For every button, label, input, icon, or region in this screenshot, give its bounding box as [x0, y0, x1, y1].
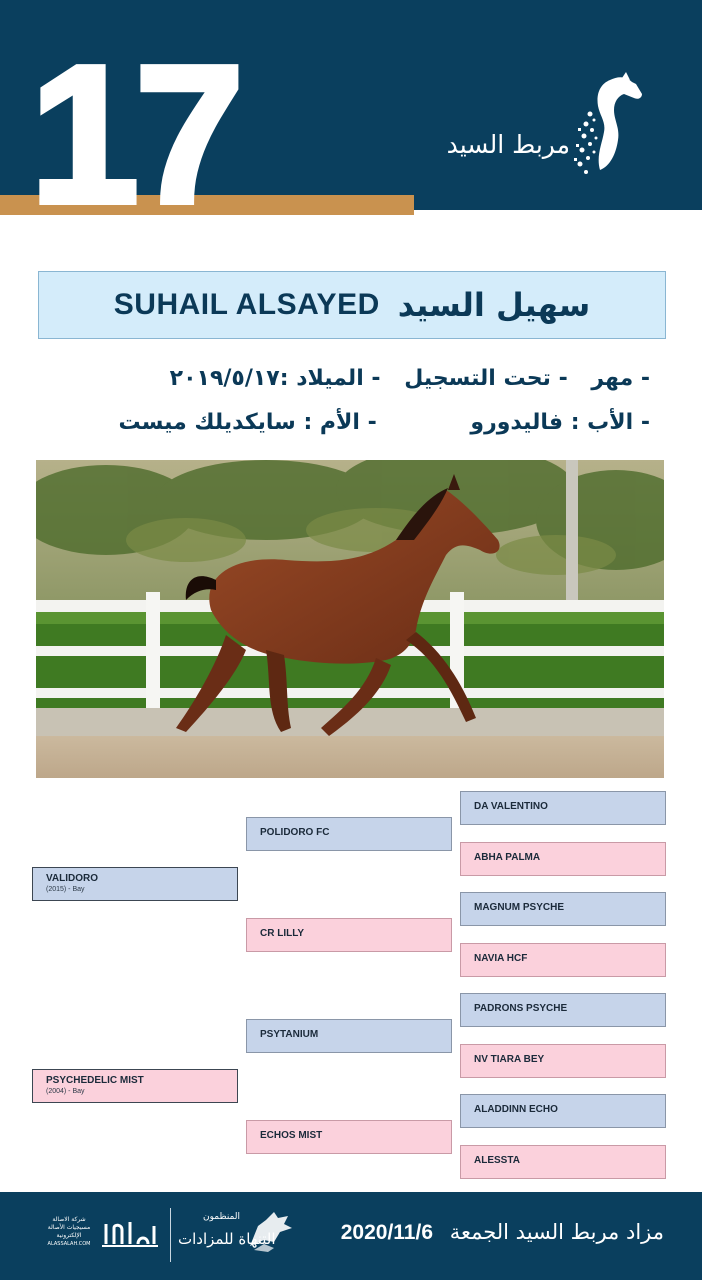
horse-name-arabic: سهيل السيد [397, 286, 591, 324]
pedigree-ggs-3: PADRONS PSYCHE [460, 993, 666, 1027]
alassalah-name: مسيجيات الأصالة الإلكترونية [47, 1224, 91, 1239]
alassalah-logo-icon [100, 1216, 160, 1250]
horse-photo [36, 460, 664, 778]
logo-text: مربط السيد [446, 130, 570, 159]
footer-bar [0, 1192, 702, 1280]
horse-head-logo-icon [570, 70, 650, 185]
sire-name: VALIDORO [46, 873, 99, 884]
pedigree-sire [32, 867, 238, 901]
auction-title [341, 1220, 664, 1245]
pedigree-ggd-3: NV TIARA BEY [460, 1044, 666, 1078]
pedigree-ggs-2: MAGNUM PSYCHE [460, 892, 666, 926]
pedigree-ggd-1: ABHA PALMA [460, 842, 666, 876]
dam-info: - الأم : سايكديلك ميست [118, 410, 377, 435]
pedigree-dam-dam: ECHOS MIST [246, 1120, 452, 1154]
pedigree-ggs-1: DA VALENTINO [460, 791, 666, 825]
horse-name-banner [38, 271, 666, 339]
pedigree-sire-sire: POLIDORO FC [246, 817, 452, 851]
horse-info-line-2 [102, 410, 650, 435]
pedigree-ggs-4: ALADDINN ECHO [460, 1094, 666, 1128]
horse-info-line-1 [154, 366, 650, 391]
lot-number: 17 [30, 25, 241, 244]
sire-detail: (2015) - Bay [46, 886, 85, 893]
sex-label: - مهر [591, 366, 650, 391]
pedigree-dam-sire: PSYTANIUM [246, 1019, 452, 1053]
sire-info: - الأب : فاليدورو [470, 410, 650, 435]
auction-event: مزاد مربط السيد الجمعة [449, 1220, 664, 1244]
alassalah-text [38, 1216, 100, 1248]
organizer-label: المنظمون [202, 1212, 240, 1222]
horse-name-english: SUHAIL ALSAYED [113, 288, 380, 321]
alassalah-company: شركة الاصالة [52, 1216, 86, 1223]
pedigree-ggd-4: ALESSTA [460, 1145, 666, 1179]
pedigree-sire-dam: CR LILLY [246, 918, 452, 952]
footer-divider [170, 1208, 171, 1262]
dam-name: PSYCHEDELIC MIST [46, 1075, 144, 1086]
auction-date: 2020/11/6 [340, 1221, 433, 1244]
organizer-name: التنهاة للمزادات [178, 1230, 276, 1248]
alsayed-stud-logo [440, 70, 660, 190]
pedigree-dam [32, 1069, 238, 1103]
birth-date: - الميلاد :٢٠١٩/٥/١٧ [169, 366, 381, 391]
registration-status: - تحت التسجيل [404, 366, 568, 391]
alassalah-url: ALASSALAH.COM [47, 1241, 91, 1247]
dam-detail: (2004) - Bay [46, 1088, 85, 1095]
pedigree-ggd-2: NAVIA HCF [460, 943, 666, 977]
